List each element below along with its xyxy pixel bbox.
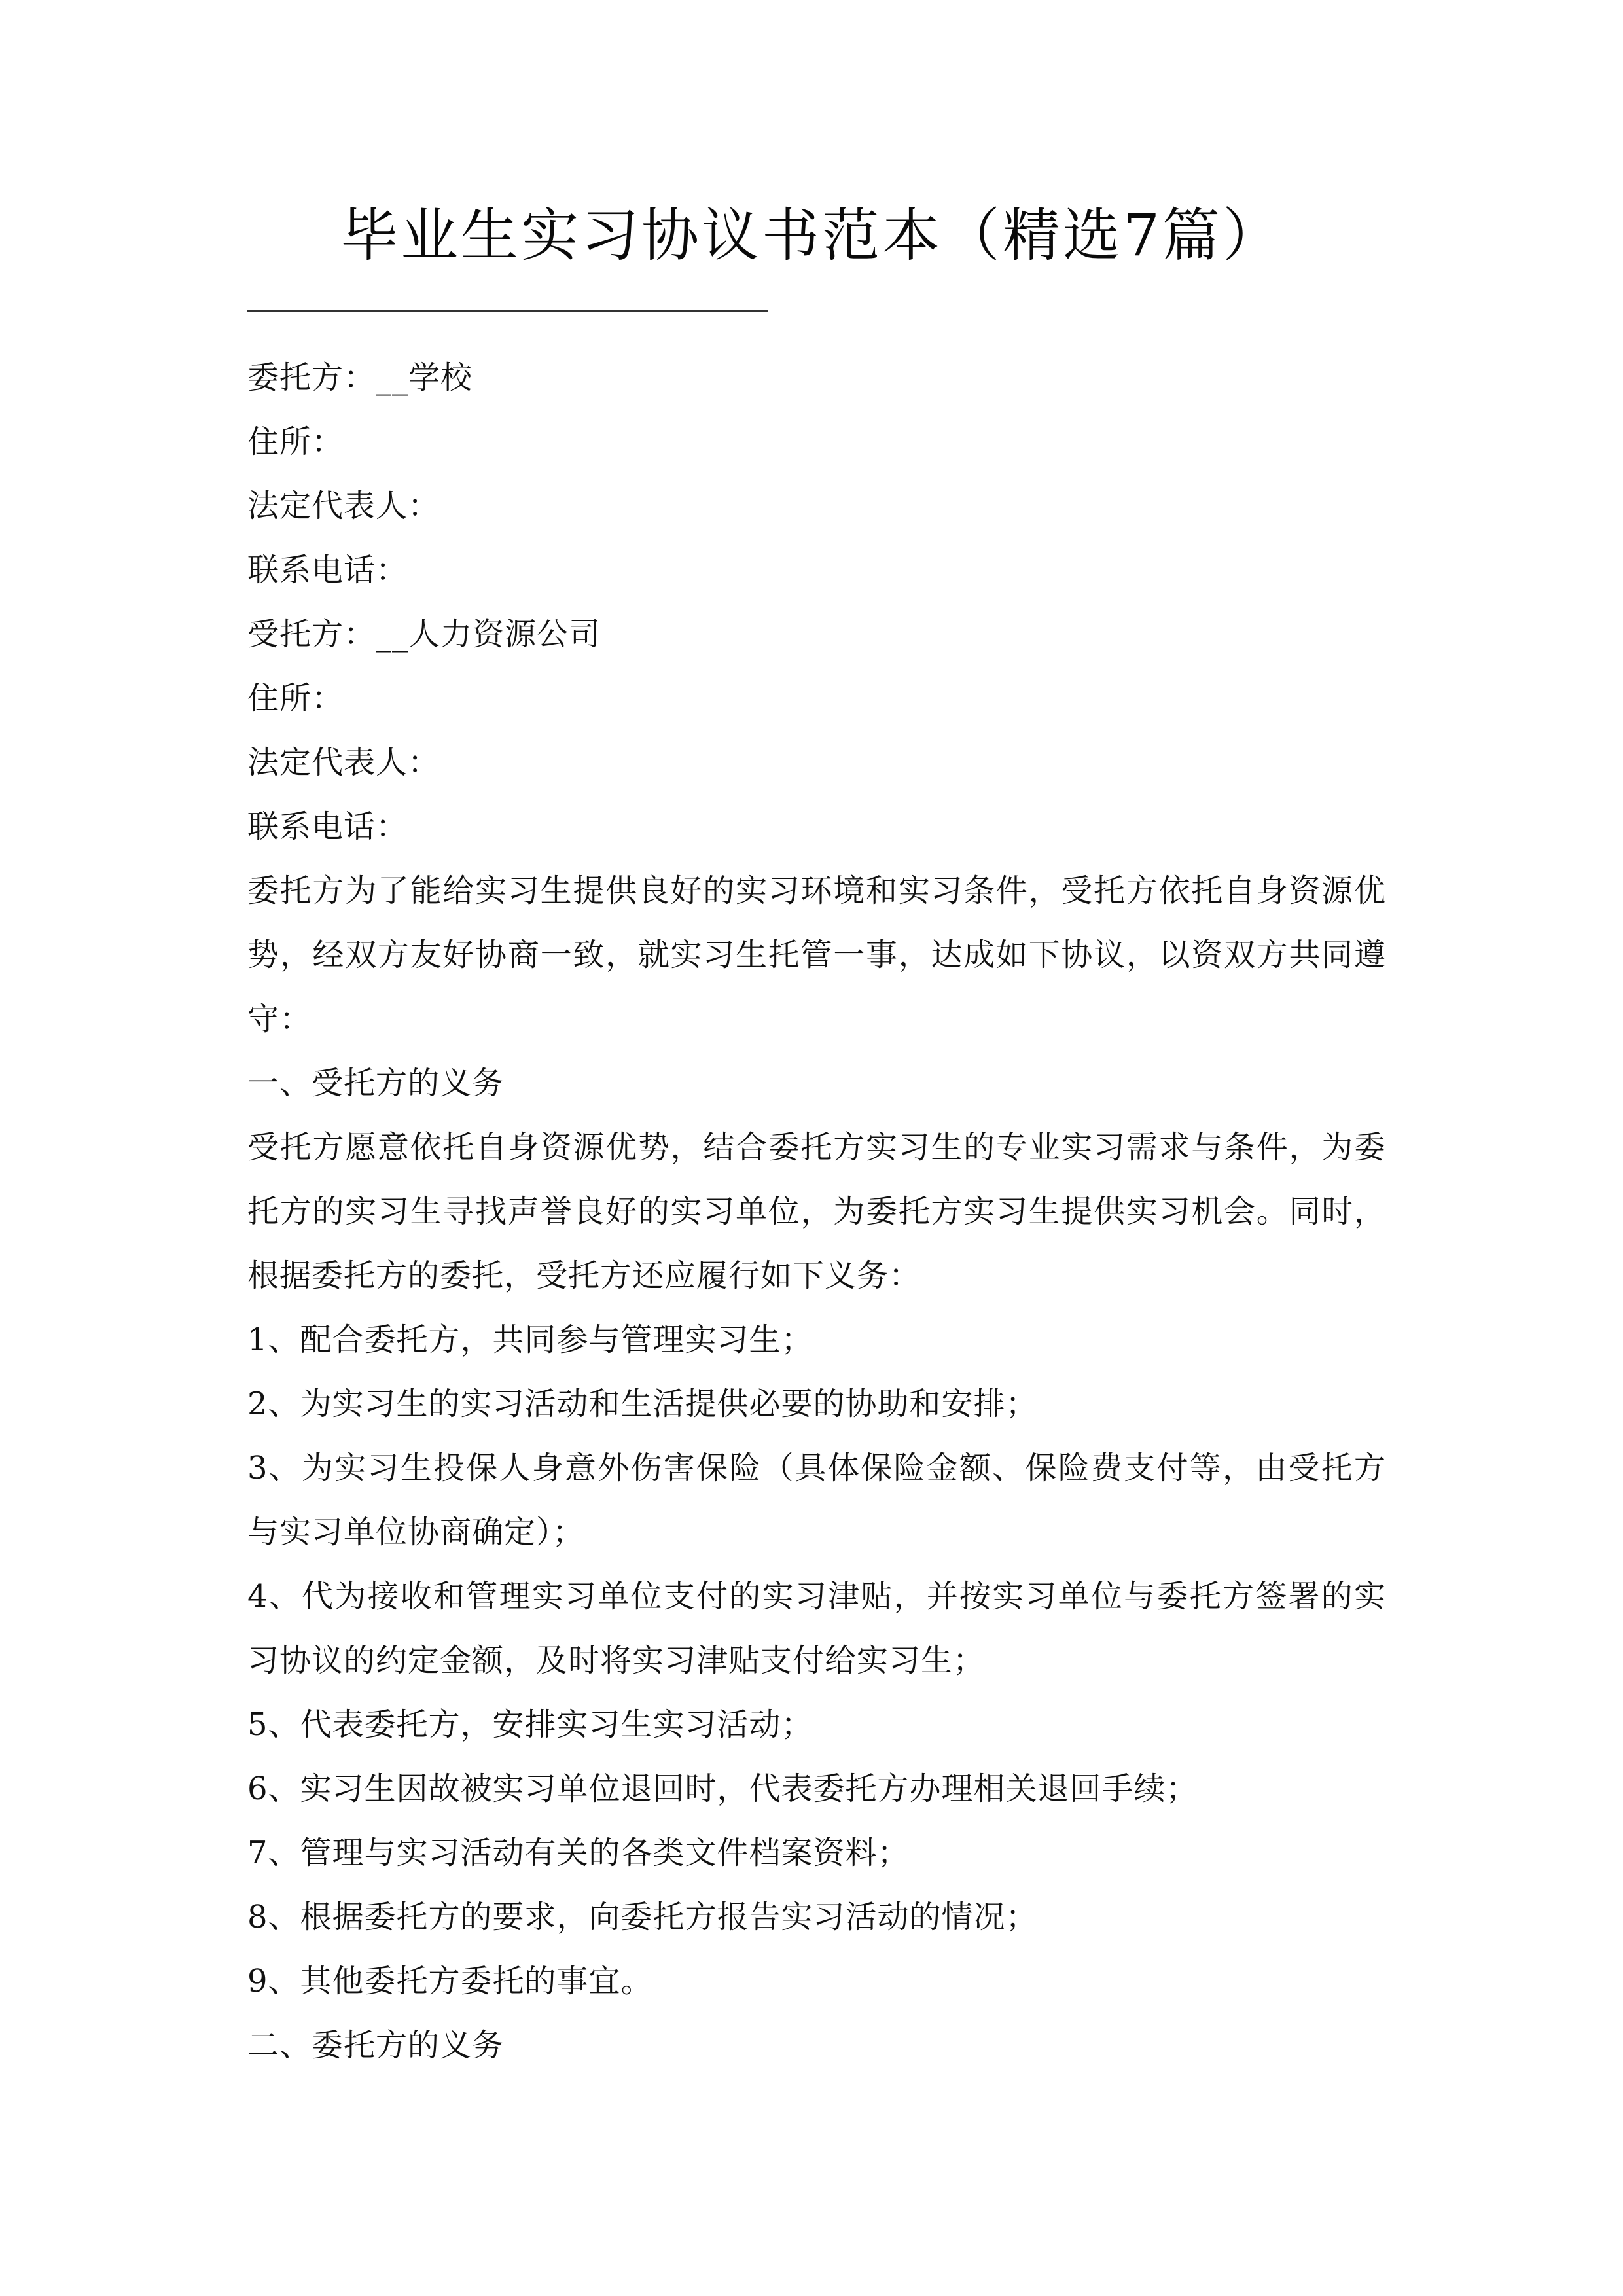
trustee-legal-rep-line: 法定代表人：	[247, 744, 440, 781]
duty-item-7: 7、管理与实习活动有关的各类文件档案资料；	[247, 1835, 910, 1871]
document-body	[247, 346, 1386, 2077]
title-divider	[247, 310, 768, 312]
duty-item-6: 6、实习生因故被实习单位退回时，代表委托方办理相关退回手续；	[247, 1770, 1198, 1807]
duty-item-2: 2、为实习生的实习活动和生活提供必要的协助和安排；	[247, 1386, 1038, 1422]
section-heading-trustee-duties: 一、受托方的义务	[247, 1065, 505, 1102]
duty-item-5: 5、代表委托方，安排实习生实习活动；	[247, 1706, 813, 1743]
trustee-duties-intro-paragraph: 受托方愿意依托自身资源优势，结合委托方实习生的专业实习需求与条件，为委托方的实习生寻找声誉良好的实习单位，为委托方实习生提供实习机会。同时，根据委托方的委托，受托方还应履行如下义务：	[247, 1129, 1386, 1294]
client-phone-line: 联系电话：	[247, 552, 408, 588]
client-party-line: 委托方：__学校	[247, 359, 473, 396]
preamble-paragraph: 委托方为了能给实习生提供良好的实习环境和实习条件，受托方依托自身资源优势，经双方友好协商一致，就实习生托管一事，达成如下协议，以资双方共同遵守：	[247, 872, 1386, 1037]
trustee-party-line: 受托方：__人力资源公司	[247, 616, 601, 653]
duty-item-9: 9、其他委托方委托的事宜。	[247, 1963, 653, 2000]
duty-item-3: 3、为实习生投保人身意外伤害保险（具体保险金额、保险费支付等，由受托方与实习单位协商确定）；	[247, 1450, 1386, 1551]
document-title: 毕业生实习协议书范本（精选7篇）	[340, 202, 1283, 269]
duty-item-4: 4、代为接收和管理实习单位支付的实习津贴，并按实习单位与委托方签署的实习协议的约定金额，及时将实习津贴支付给实习生；	[247, 1578, 1386, 1679]
client-address-line: 住所：	[247, 423, 344, 460]
duty-item-1: 1、配合委托方，共同参与管理实习生；	[247, 1321, 813, 1358]
trustee-phone-line: 联系电话：	[247, 808, 408, 845]
trustee-address-line: 住所：	[247, 680, 344, 717]
duty-item-8: 8、根据委托方的要求，向委托方报告实习活动的情况；	[247, 1899, 1038, 1935]
client-legal-rep-line: 法定代表人：	[247, 488, 440, 524]
section-heading-client-duties: 二、委托方的义务	[247, 2027, 505, 2064]
